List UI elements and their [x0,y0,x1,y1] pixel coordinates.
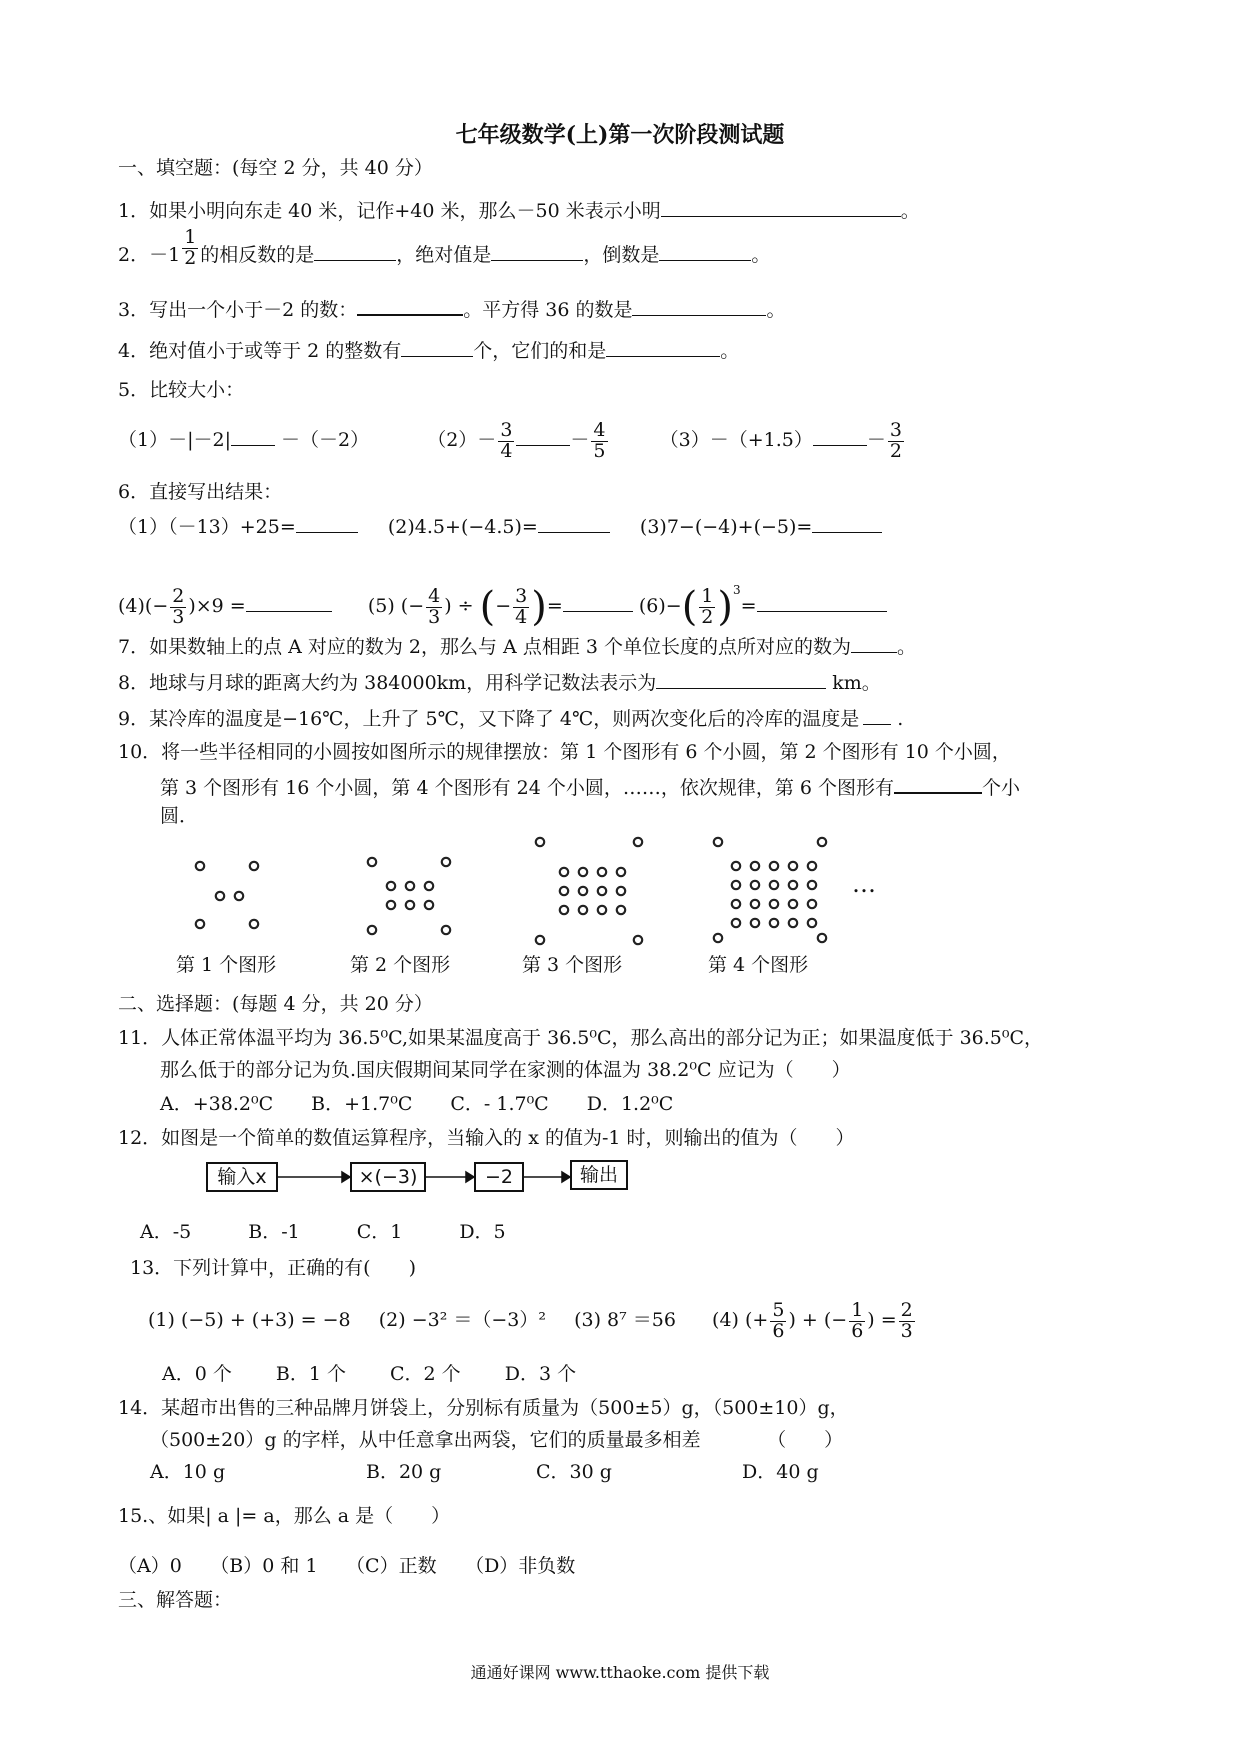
question-1: 1．如果小明向东走 40 米，记作+40 米，那么－50 米表示小明 。 [118,196,920,223]
flow-multiply-box: ×(−3) [350,1162,426,1192]
equals: = [546,595,563,617]
denominator: 2 [184,246,197,269]
formula-4-b: ) + (− [788,1309,848,1331]
equals: = [740,595,757,617]
minus-sign: − [495,595,512,617]
question-13-options: A．0 个 B．1 个 C．2 个 D．3 个 [162,1363,577,1385]
question-2-text-b: ，绝对值是 [396,244,492,266]
question-3-text-a: 3．写出一个小于－2 的数： [118,299,358,321]
question-3: 3．写出一个小于－2 的数： 。平方得 36 的数是 。 [118,294,786,322]
numerator: 4 [593,418,606,441]
question-15-options: （A）0 （B）0 和 1 （C）正数 （D）非负数 [118,1555,576,1577]
fraction [899,1298,915,1342]
exponent: 3 [733,583,741,597]
question-12-options: A．-5 B．-1 C．1 D．5 [140,1221,506,1243]
question-11-line-1: 11．人体正常体温平均为 36.5⁰C,如果某温度高于 36.5⁰C，那么高出的部分记为正；如果温度低于 36.5⁰C， [118,1027,1044,1049]
question-14-option-b: B．20 g [366,1461,442,1483]
fraction [849,1298,865,1342]
denominator: 2 [701,605,714,628]
question-13-formulas [148,1290,917,1350]
figure-ellipsis: … [852,870,876,898]
compare-3-left: （3）－（+1.5） [659,429,813,451]
question-2-text-c: ，倒数是 [583,244,660,266]
section-2-heading: 二、选择题：(每题 4 分，共 20 分） [118,993,433,1015]
question-4-text-a: 4．绝对值小于或等于 2 的整数有 [118,340,402,362]
question-1-text: 1．如果小明向东走 40 米，记作+40 米，那么－50 米表示小明 [118,200,661,222]
formula-4-a: (4) (+ [712,1309,769,1331]
numerator: 1 [701,584,714,607]
formula-3: (3) 8⁷ ＝56 [574,1309,676,1331]
denominator: 4 [500,439,513,462]
expr-5-b: ) ÷ [444,595,474,617]
expr-3: (3)7−(−4)+(−5)= [639,516,813,538]
expr-6-a: (6)− [638,595,682,617]
page-footer: 通通好课网 www.tthaoke.com 提供下载 [470,1663,770,1682]
compare-2-left: （2）－ [427,429,497,451]
numerator: 5 [772,1298,785,1321]
section-3-heading: 三、解答题： [118,1589,233,1611]
figure-label-1: 第 1 个图形 [176,954,277,976]
question-2-prefix: 2．－1 [118,244,181,266]
flow-output-box: 输出 [570,1160,628,1190]
question-4-text-b: 个，它们的和是 [473,340,607,362]
numerator: 1 [851,1298,864,1321]
question-8-text-b: km。 [826,672,881,694]
formula-1: (1) (−5) + (+3) = −8 [148,1309,351,1331]
question-7: 7．如果数轴上的点 A 对应的数为 2，那么与 A 点相距 3 个单位长度的点所对应的数为 。 [118,632,916,659]
right-paren: ) [531,584,547,630]
numerator: 4 [428,584,441,607]
question-2: 2．－1 $\frac{1}{2}$ 的相反数的是 ，绝对值是 ，倒数是 。 [118,225,771,269]
question-6-heading: 6．直接写出结果： [118,481,283,503]
question-8-text-a: 8．地球与月球的距离大约为 384000km，用科学记数法表示为 [118,672,657,694]
figure-label-3: 第 3 个图形 [522,954,623,976]
right-paren: ) [717,584,733,630]
question-4: 4．绝对值小于或等于 2 的整数有 个，它们的和是 。 [118,336,739,363]
denominator: 2 [889,439,902,462]
expr-4-b: )×9 = [188,595,246,617]
question-14-option-d: D．40 g [742,1461,819,1483]
formula-4-c: ) = [867,1309,897,1331]
numerator: 2 [900,1298,913,1321]
fraction [770,1298,786,1342]
denominator: 4 [515,605,528,628]
flow-subtract-box: −2 [474,1162,524,1192]
figure-label-2: 第 2 个图形 [350,954,451,976]
denominator: 3 [428,605,441,628]
question-10-text-a: 第 3 个图形有 16 个小圆，第 4 个图形有 24 个小圆，……，依次规律，第 6 个图形有 [160,777,895,799]
expr-1: （1）（－13）+25= [118,516,296,538]
compare-1-left: （1）－|－2| [118,429,231,451]
question-3-text-b: 。平方得 36 的数是 [463,299,633,321]
question-12: 12．如图是一个简单的数值运算程序，当输入的 x 的值为-1 时，则输出的值为（ ） [118,1127,855,1149]
question-10-line-3: 圆． [160,805,199,827]
question-14-option-c: C．30 g [536,1461,612,1483]
numerator: 2 [172,584,185,607]
page-title: 七年级数学(上)第一次阶段测试题 [455,122,785,148]
question-9: 9．某冷库的温度是−16℃，上升了 5℃，又下降了 4℃，则两次变化后的冷库的温度是 . [118,704,903,731]
question-14-line-1: 14．某超市出售的三种品牌月饼袋上，分别标有质量为（500±5）g，（500±10）g， [118,1397,849,1419]
minus-sign: － [570,429,590,451]
expr-5-a: (5) (− [367,595,425,617]
left-paren: ( [681,584,698,630]
question-9-text: 9．某冷库的温度是−16℃，上升了 5℃，又下降了 4℃，则两次变化后的冷库的温度是 [118,708,860,730]
numerator: 3 [500,418,513,441]
expr-4-a: (4)(− [118,595,169,617]
denominator: 5 [593,439,606,462]
left-paren: ( [479,584,496,630]
question-14-option-a: A．10 g [150,1461,226,1483]
question-13: 13．下列计算中，正确的有( ) [130,1257,417,1279]
figure-label-4: 第 4 个图形 [708,954,809,976]
denominator: 3 [900,1319,913,1342]
expr-2: (2)4.5+(−4.5)= [387,516,538,538]
question-11-line-2: 那么低于的部分记为负.国庆假期间某同学在家测的体温为 38.2⁰C 应记为（ ） [160,1059,851,1081]
question-5-heading: 5．比较大小： [118,379,245,401]
question-10-line-1: 10．将一些半径相同的小圆按如图所示的规律摆放：第 1 个图形有 6 个小圆，第 2 个图形有 10 个小圆， [118,741,1011,763]
numerator: 1 [184,225,197,248]
compare-1-right: －（－2） [281,429,370,451]
question-14-line-2: （500±20）g 的字样，从中任意拿出两袋，它们的质量最多相差 （ ） [150,1429,844,1451]
section-1-heading: 一、填空题：(每空 2 分，共 40 分） [118,157,433,179]
flow-input-box: 输入x [206,1162,278,1192]
arrow [278,1172,570,1182]
question-10-text-b: 个小 [982,777,1021,799]
minus-sign: － [866,429,886,451]
denominator: 6 [772,1319,785,1342]
question-2-text-a: 的相反数的是 [200,244,315,266]
denominator: 6 [851,1319,864,1342]
denominator: 3 [172,605,185,628]
formula-2: (2) −3² ＝（−3）² [378,1309,546,1331]
question-7-text: 7．如果数轴上的点 A 对应的数为 2，那么与 A 点相距 3 个单位长度的点所对应的数为 [118,636,851,658]
numerator: 3 [889,418,902,441]
question-15: 15.、如果| a |= a，那么 a 是（ ） [118,1505,451,1527]
question-11-options: A．+38.2⁰C B．+1.7⁰C C．- 1.7⁰C D．1.2⁰C [160,1093,674,1115]
numerator: 3 [515,584,528,607]
